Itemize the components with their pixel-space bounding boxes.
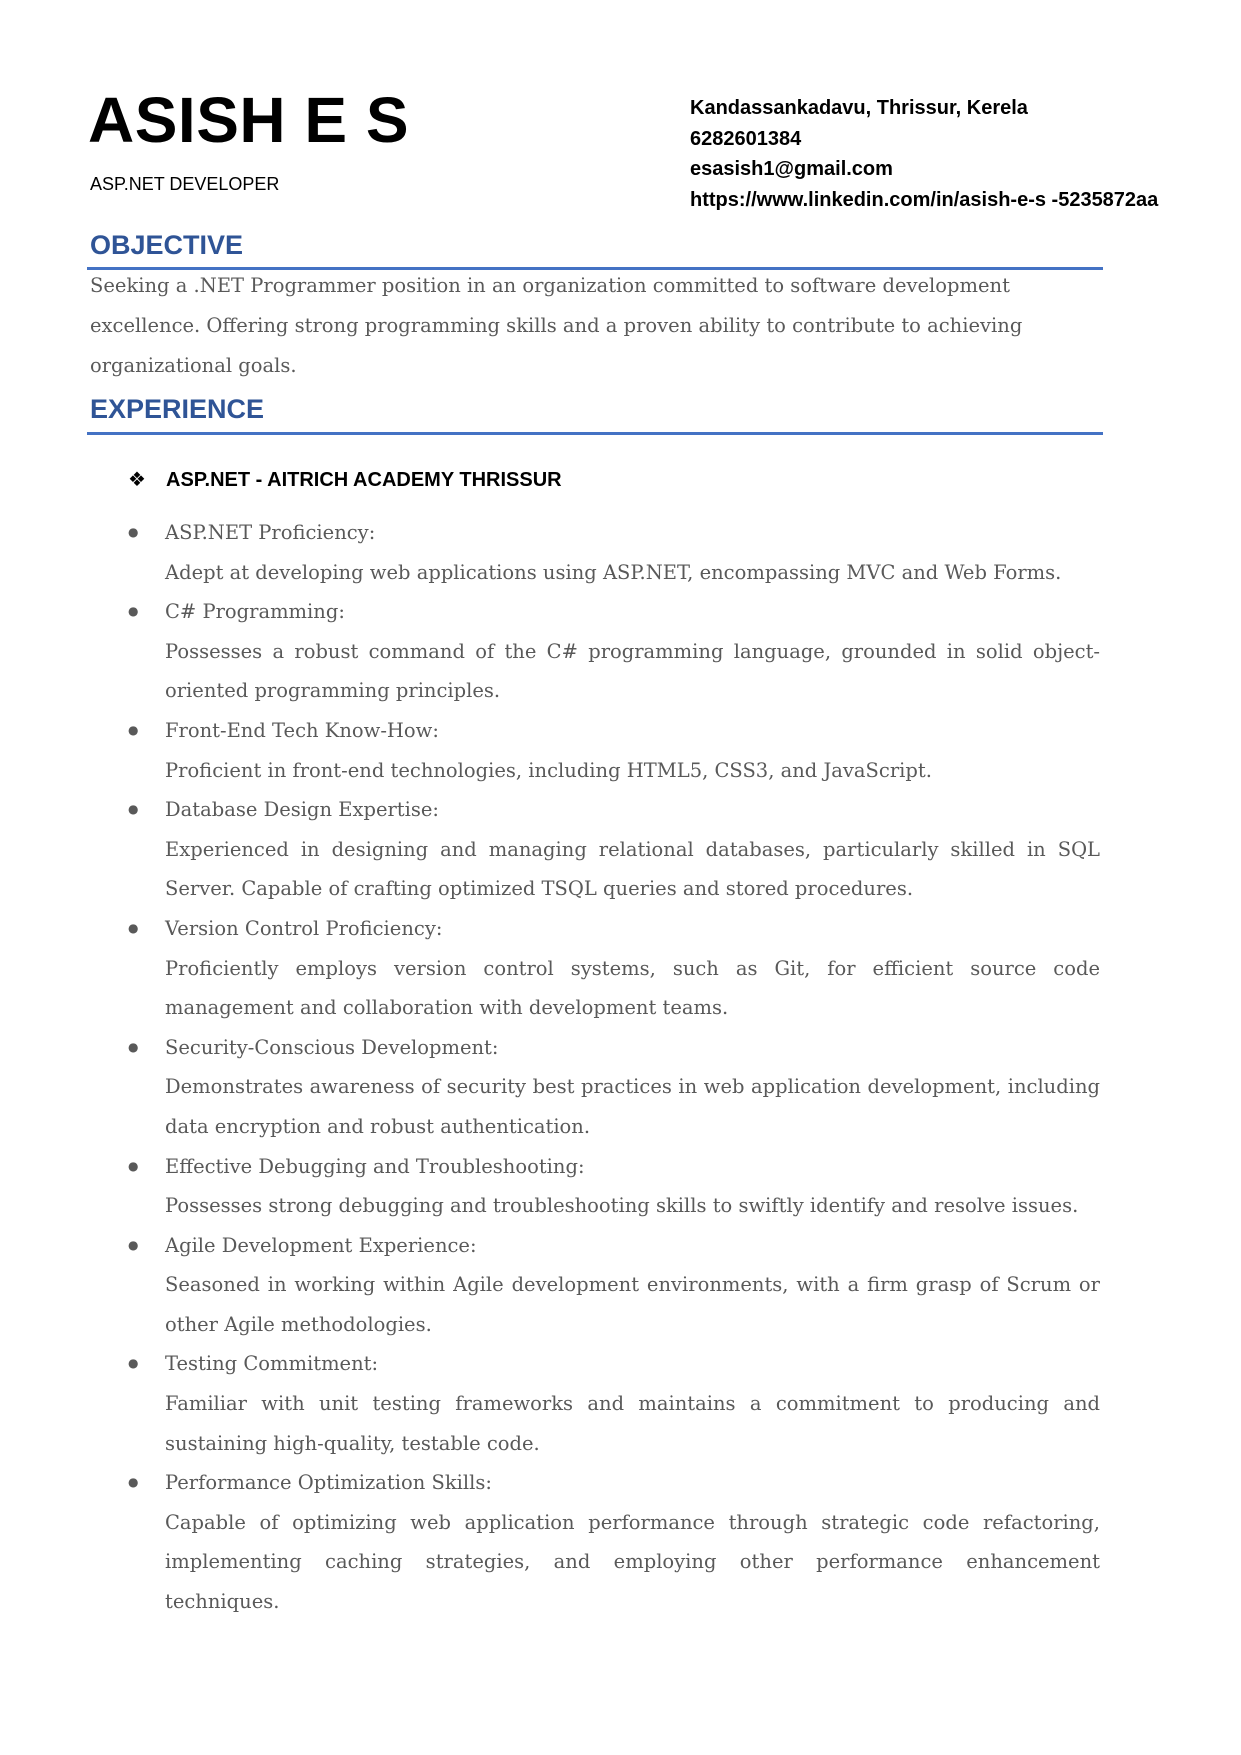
contact-linkedin: https://www.linkedin.com/in/asish-e-s -5235872aa [690,188,1159,211]
skill-item [128,513,1100,592]
bullet-dot-icon: ● [128,1237,139,1252]
bullet-dot-icon: ● [128,920,139,935]
bullet-dot-icon: ● [128,802,139,817]
contact-email: esasish1@gmail.com [690,158,893,180]
bullet-dot-icon: ● [128,1356,139,1371]
skills-list [128,513,1100,1622]
skill-item [128,909,1100,1028]
candidate-name: ASISH E S [88,84,410,156]
skill-item [128,1147,1100,1226]
bullet-dot-icon: ● [128,1475,139,1490]
candidate-role: ASP.NET DEVELOPER [90,174,280,194]
contact-block [690,93,1158,215]
skill-description: Seasoned in working within Agile development environments, with a firm grasp of Scrum or other Agile methodologies. [165,1273,1100,1336]
skill-description: Proficient in front-end technologies, including HTML5, CSS3, and JavaScript. [165,758,932,782]
skill-title: Version Control Proficiency: [165,916,443,940]
skill-item [128,1463,1100,1621]
skill-item [128,1028,1100,1147]
bullet-dot-icon: ● [128,525,139,539]
skill-title: C# Programming: [165,600,345,624]
skill-title: Security-Conscious Development: [165,1035,499,1059]
job-title: ASP.NET - AITRICH ACADEMY THRISSUR [166,469,562,491]
contact-phone: 6282601384 [690,127,802,150]
skill-title: Front-End Tech Know-How: [165,718,439,742]
experience-divider [87,432,1103,435]
skill-title: Performance Optimization Skills: [165,1471,492,1495]
skill-title: Agile Development Experience: [165,1233,477,1257]
objective-text: Seeking a .NET Programmer position in an organization committed to software development excellence. Offering strong programming skills and a proven ability to contribute to achieving organizational goals. [90,274,1023,377]
skill-item [128,1226,1100,1345]
skill-title: ASP.NET Proficiency: [165,521,376,544]
bullet-dot-icon: ● [128,604,139,619]
diamond-bullet-icon: ❖ [128,469,146,491]
skill-item [128,1344,1100,1463]
skill-item [128,592,1100,711]
skill-description: Experienced in designing and managing relational databases, particularly skilled in SQL Server. Capable of crafting optimized TSQL queries and stored procedures. [165,837,1100,901]
skill-description: Possesses strong debugging and troubleshooting skills to swiftly identify and resolve issues. [165,1194,1079,1218]
job-entry [128,464,562,496]
skill-title: Database Design Expertise: [165,798,439,822]
bullet-dot-icon: ● [128,722,139,737]
skill-description: Possesses a robust command of the C# programming language, grounded in solid object-oriented programming principles. [165,639,1100,703]
skill-item [128,711,1100,790]
experience-heading: EXPERIENCE [90,394,265,424]
skill-title: Testing Commitment: [165,1352,379,1376]
skill-description: Demonstrates awareness of security best practices in web application development, including data encryption and robust authentication. [165,1075,1100,1138]
bullet-dot-icon: ● [128,1158,139,1173]
skill-description: Proficiently employs version control systems, such as Git, for efficient source code management and collaboration with development teams. [165,956,1100,1020]
skill-description: Capable of optimizing web application performance through strategic code refactoring, implementing caching strategies, and employing other performance enhancement techniques. [165,1510,1100,1614]
contact-address: Kandassankadavu, Thrissur, Kerela [690,97,1028,119]
bullet-dot-icon: ● [128,1039,139,1054]
skill-description: Adept at developing web applications using ASP.NET, encompassing MVC and Web Forms. [165,560,1062,584]
skill-item [128,790,1100,909]
skill-description: Familiar with unit testing frameworks and maintains a commitment to producing and sustaining high-quality, testable code. [165,1392,1100,1455]
skill-title: Effective Debugging and Troubleshooting: [165,1154,585,1178]
objective-heading: OBJECTIVE [90,230,244,260]
